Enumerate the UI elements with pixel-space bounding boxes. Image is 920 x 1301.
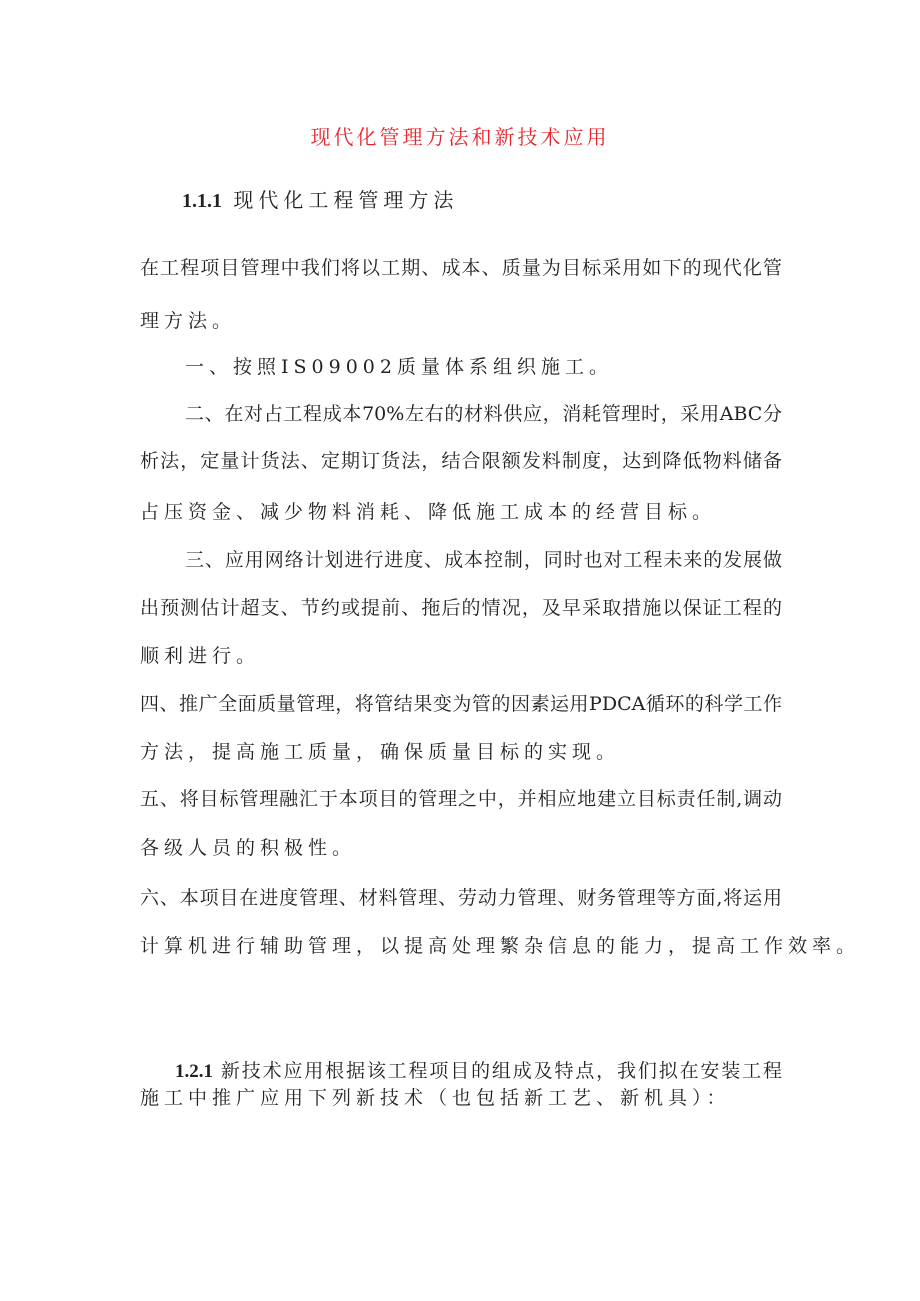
paragraph-line: 理方法。 (140, 310, 237, 332)
section-line: 新技术应用根据该工程项目的组成及特点，我们拟在安装工程 (220, 1060, 782, 1082)
paragraph-line: 五、将目标管理融汇于本项目的管理之中，并相应地建立目标责任制,调动 (140, 788, 782, 810)
section-heading-1-2-1 (175, 1059, 782, 1083)
paragraph-line: 四、推广全面质量管理，将管结果变为管的因素运用PDCA循环的科学工作 (140, 693, 782, 715)
document-title: 现代化管理方法和新技术应用 (310, 125, 610, 149)
section-number: 1.1.1 (182, 190, 222, 212)
paragraph-line: 二、在对占工程成本70%左右的材料供应，消耗管理时，采用ABC分 (185, 403, 782, 425)
paragraph-line: 出预测估计超支、节约或提前、拖后的情况，及早采取措施以保证工程的 (140, 597, 782, 619)
paragraph-line: 各级人员的积极性。 (140, 837, 357, 859)
section-heading-1-1-1 (182, 188, 458, 212)
paragraph-line: 六、本项目在进度管理、材料管理、劳动力管理、财务管理等方面,将运用 (140, 887, 782, 909)
paragraph-line: 占压资金、减少物料消耗、降低施工成本的经营目标。 (140, 501, 717, 523)
section-number: 1.2.1 (175, 1061, 213, 1082)
paragraph-line: 在工程项目管理中我们将以工期、成本、质量为目标采用如下的现代化管 (140, 257, 782, 279)
paragraph-line: 析法，定量计货法、定期订货法，结合限额发料制度，达到降低物料储备 (140, 450, 782, 472)
paragraph-line: 计算机进行辅助管理，以提高处理繁杂信息的能力，提高工作效率。 (140, 935, 861, 957)
paragraph-line: 一、按照IS09002质量体系组织施工。 (185, 356, 613, 378)
paragraph-line: 顺利进行。 (140, 645, 261, 667)
paragraph-line: 三、应用网络计划进行进度、成本控制，同时也对工程未来的发展做 (185, 549, 782, 571)
paragraph-line: 施工中推广应用下列新技术（也包括新工艺、新机具）： (140, 1087, 731, 1109)
paragraph-line: 方法，提高施工质量，确保质量目标的实现。 (140, 741, 621, 763)
section-heading-text: 现代化工程管理方法 (233, 188, 459, 212)
